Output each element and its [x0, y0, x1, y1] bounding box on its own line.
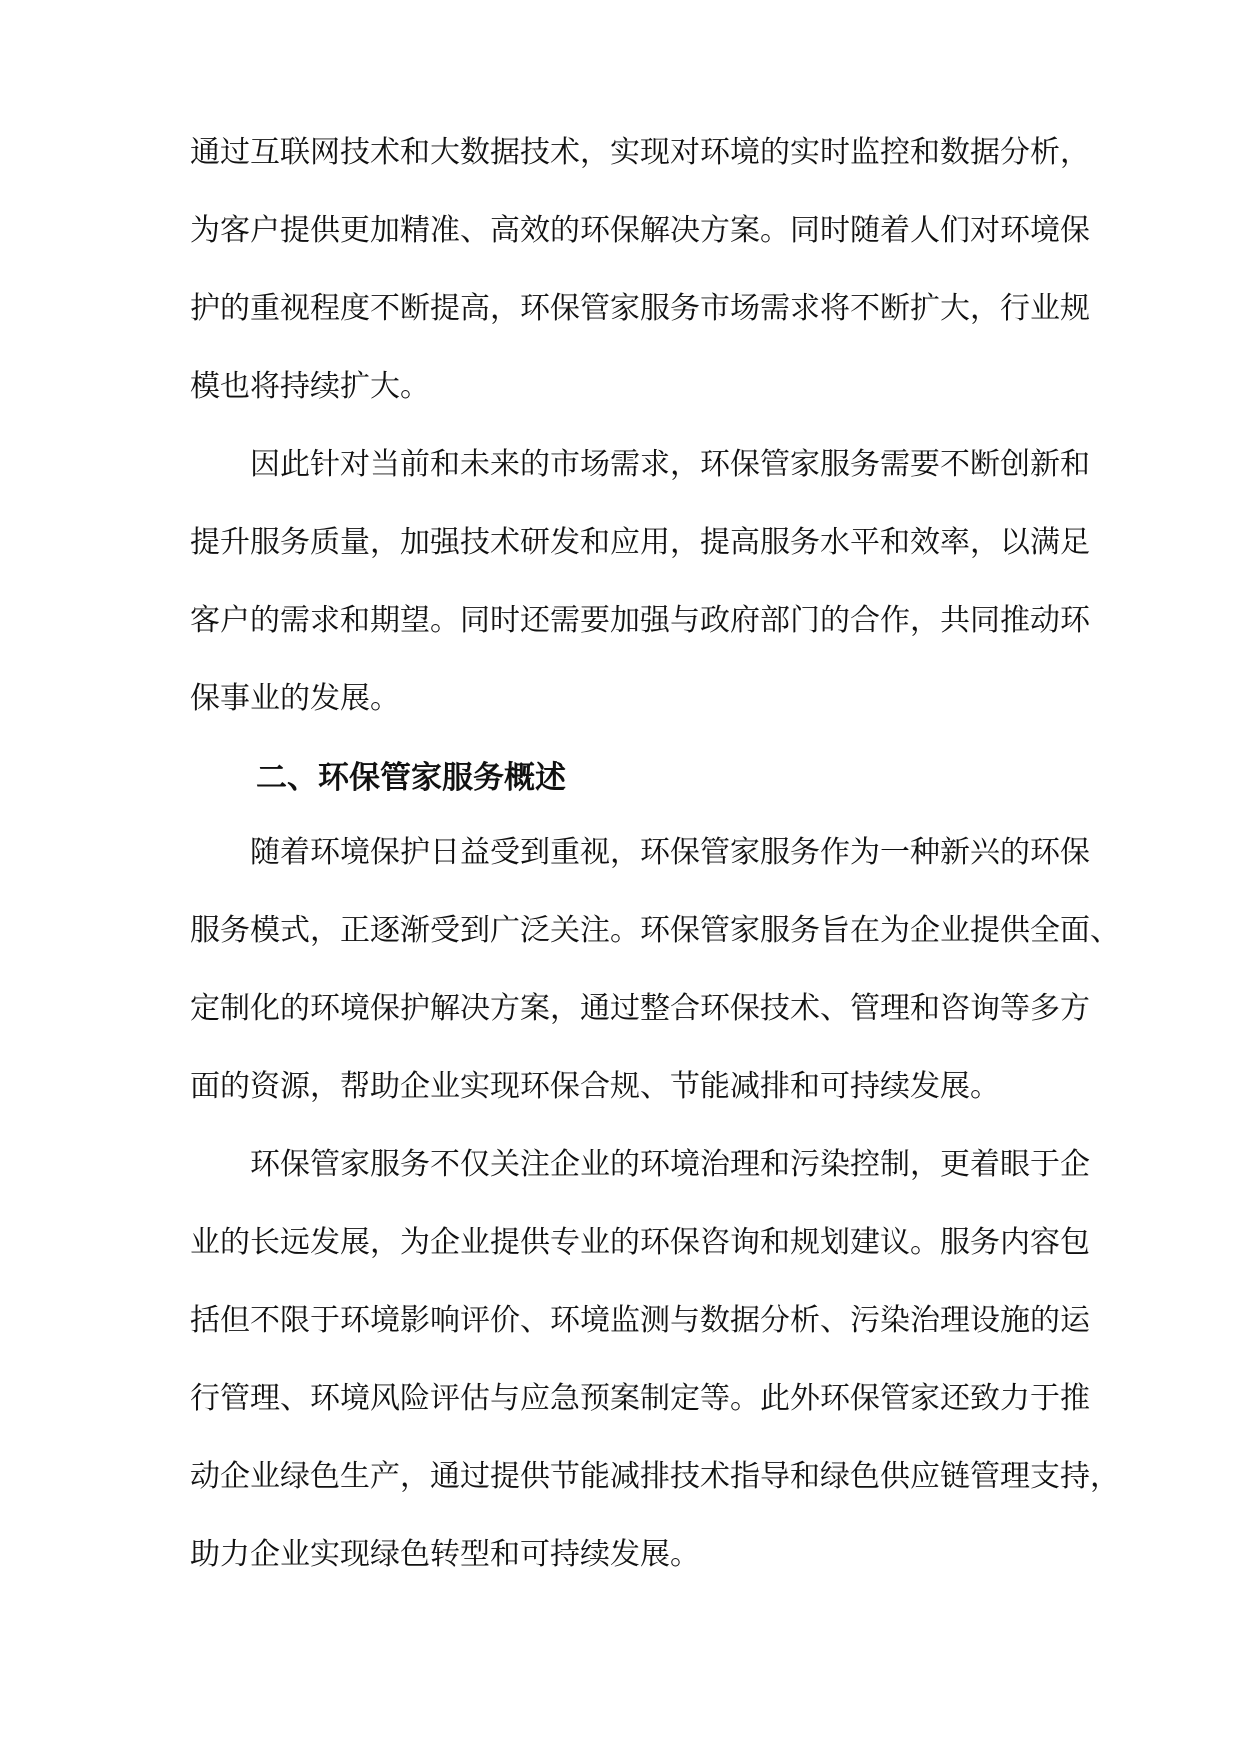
- text-line: 随着环境保护日益受到重视，环保管家服务作为一种新兴的环保: [250, 835, 1090, 870]
- text-line: 动企业绿色生产，通过提供节能减排技术指导和绿色供应链管理支持，: [190, 1459, 1120, 1494]
- text-line: 助力企业实现绿色转型和可持续发展。: [190, 1537, 700, 1572]
- text-line: 括但不限于环境影响评价、环境监测与数据分析、污染治理设施的运: [190, 1303, 1090, 1338]
- paragraph: [190, 134, 1090, 406]
- text-line: 面的资源，帮助企业实现环保合规、节能减排和可持续发展。: [190, 1069, 1000, 1104]
- text-line: 提升服务质量，加强技术研发和应用，提高服务水平和效率，以满足: [190, 525, 1090, 560]
- text-line: 客户的需求和期望。同时还需要加强与政府部门的合作，共同推动环: [190, 603, 1090, 638]
- text-line: 为客户提供更加精准、高效的环保解决方案。同时随着人们对环境保: [190, 213, 1090, 248]
- paragraph: [190, 446, 1090, 718]
- text-line: 因此针对当前和未来的市场需求，环保管家服务需要不断创新和: [250, 447, 1090, 482]
- text-line: 定制化的环境保护解决方案，通过整合环保技术、管理和咨询等多方: [190, 991, 1090, 1026]
- document-body: [190, 134, 1120, 1614]
- text-line: 服务模式，正逐渐受到广泛关注。环保管家服务旨在为企业提供全面、: [190, 913, 1120, 948]
- text-line: 护的重视程度不断提高，环保管家服务市场需求将不断扩大，行业规: [190, 291, 1090, 326]
- section-heading: 二、环保管家服务概述: [256, 760, 566, 796]
- text-line: 模也将持续扩大。: [190, 369, 430, 404]
- paragraph: [190, 834, 1120, 1106]
- text-line: 业的长远发展，为企业提供专业的环保咨询和规划建议。服务内容包: [190, 1225, 1090, 1260]
- paragraph: [190, 1146, 1120, 1574]
- text-line: 通过互联网技术和大数据技术，实现对环境的实时监控和数据分析，: [190, 135, 1090, 170]
- text-line: 行管理、环境风险评估与应急预案制定等。此外环保管家还致力于推: [190, 1381, 1090, 1416]
- text-line: 保事业的发展。: [190, 681, 400, 716]
- text-line: 环保管家服务不仅关注企业的环境治理和污染控制，更着眼于企: [250, 1147, 1090, 1182]
